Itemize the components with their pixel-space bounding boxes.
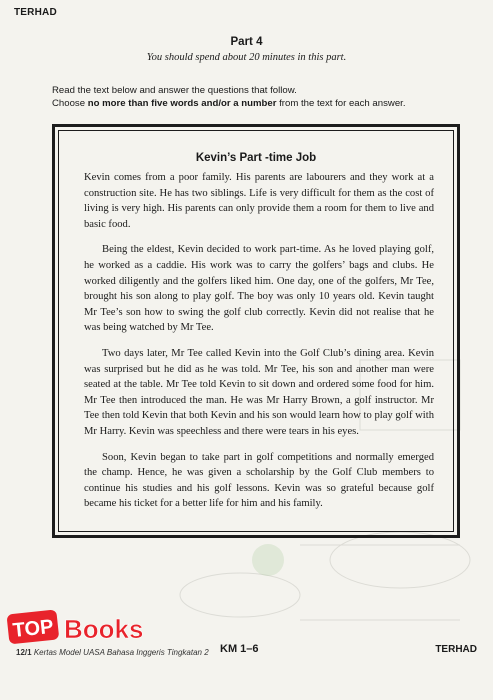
part-title: Part 4 [230, 36, 263, 48]
svg-text:Books: Books [64, 614, 144, 644]
time-note: You should spend about 20 minutes in this part. [146, 52, 347, 63]
instruction-suffix: from the text for each answer. [276, 98, 406, 109]
instruction-prefix: Choose [52, 98, 88, 109]
footer-book-info [16, 648, 209, 657]
instruction-emphasis: no more than five words and/or a number [87, 98, 277, 109]
story-paragraph: Soon, Kevin began to take part in golf competitions and normally emerged the champ. Hence, he was given a scholarship by the Golf Club members to continue his studies and his golf lessons. Kevin was so grateful because golf became his ticket for a better life for him and his family. [84, 451, 434, 510]
instruction-line-1: Read the text below and answer the questions that follow. [52, 85, 297, 96]
book-title: Kertas Model UASA Bahasa Inggeris Tingkatan 2 [33, 648, 209, 657]
story-paragraph: Two days later, Mr Tee called Kevin into the Golf Club’s dining area. Kevin was surprised but he did as he was told. Mr Tee, his son and another man were seated at the table. Mr Tee told Kevin to sit down and ordered some food for him. Mr Tee then introduced the man. He was Mr Harry Brown, a golf instructor. Mr Tee then told Kevin that both Kevin and his son would learn how to play golf with Mr Harry. Kevin was speechless and there were tears in his eyes. [84, 347, 434, 437]
story-body [84, 170, 434, 522]
story-title: Kevin’s Part -time Job [195, 152, 317, 164]
topbooks-logo [6, 606, 186, 646]
classification-footer: TERHAD [435, 644, 477, 655]
paper-code: 12/1 [16, 648, 32, 657]
page-label: KM 1–6 [220, 643, 259, 655]
svg-text:TOP: TOP [11, 615, 55, 642]
classification-header: TERHAD [14, 7, 57, 18]
instruction-line-2 [52, 97, 472, 110]
story-paragraph: Kevin comes from a poor family. His parents are labourers and they work at a construction site. He has two siblings. Life is very difficult for them as the cost of living is very high. His parents can only provide them a room for them to live and basic food. [84, 172, 434, 230]
story-paragraph: Being the eldest, Kevin decided to work part-time. As he loved playing golf, he worked as a caddie. His work was to carry the golfers’ bags and clubs. He worked diligently and the golfers liked him. One day, one of the golfers, Mr Tee, brought his son along to play golf. The boy was only 10 years old. Kevin taught Mr Tee’s son how to swing the golf club correctly. Kevin did not realise that he was being watched by Mr Tee. [84, 244, 434, 334]
instructions [52, 84, 472, 110]
